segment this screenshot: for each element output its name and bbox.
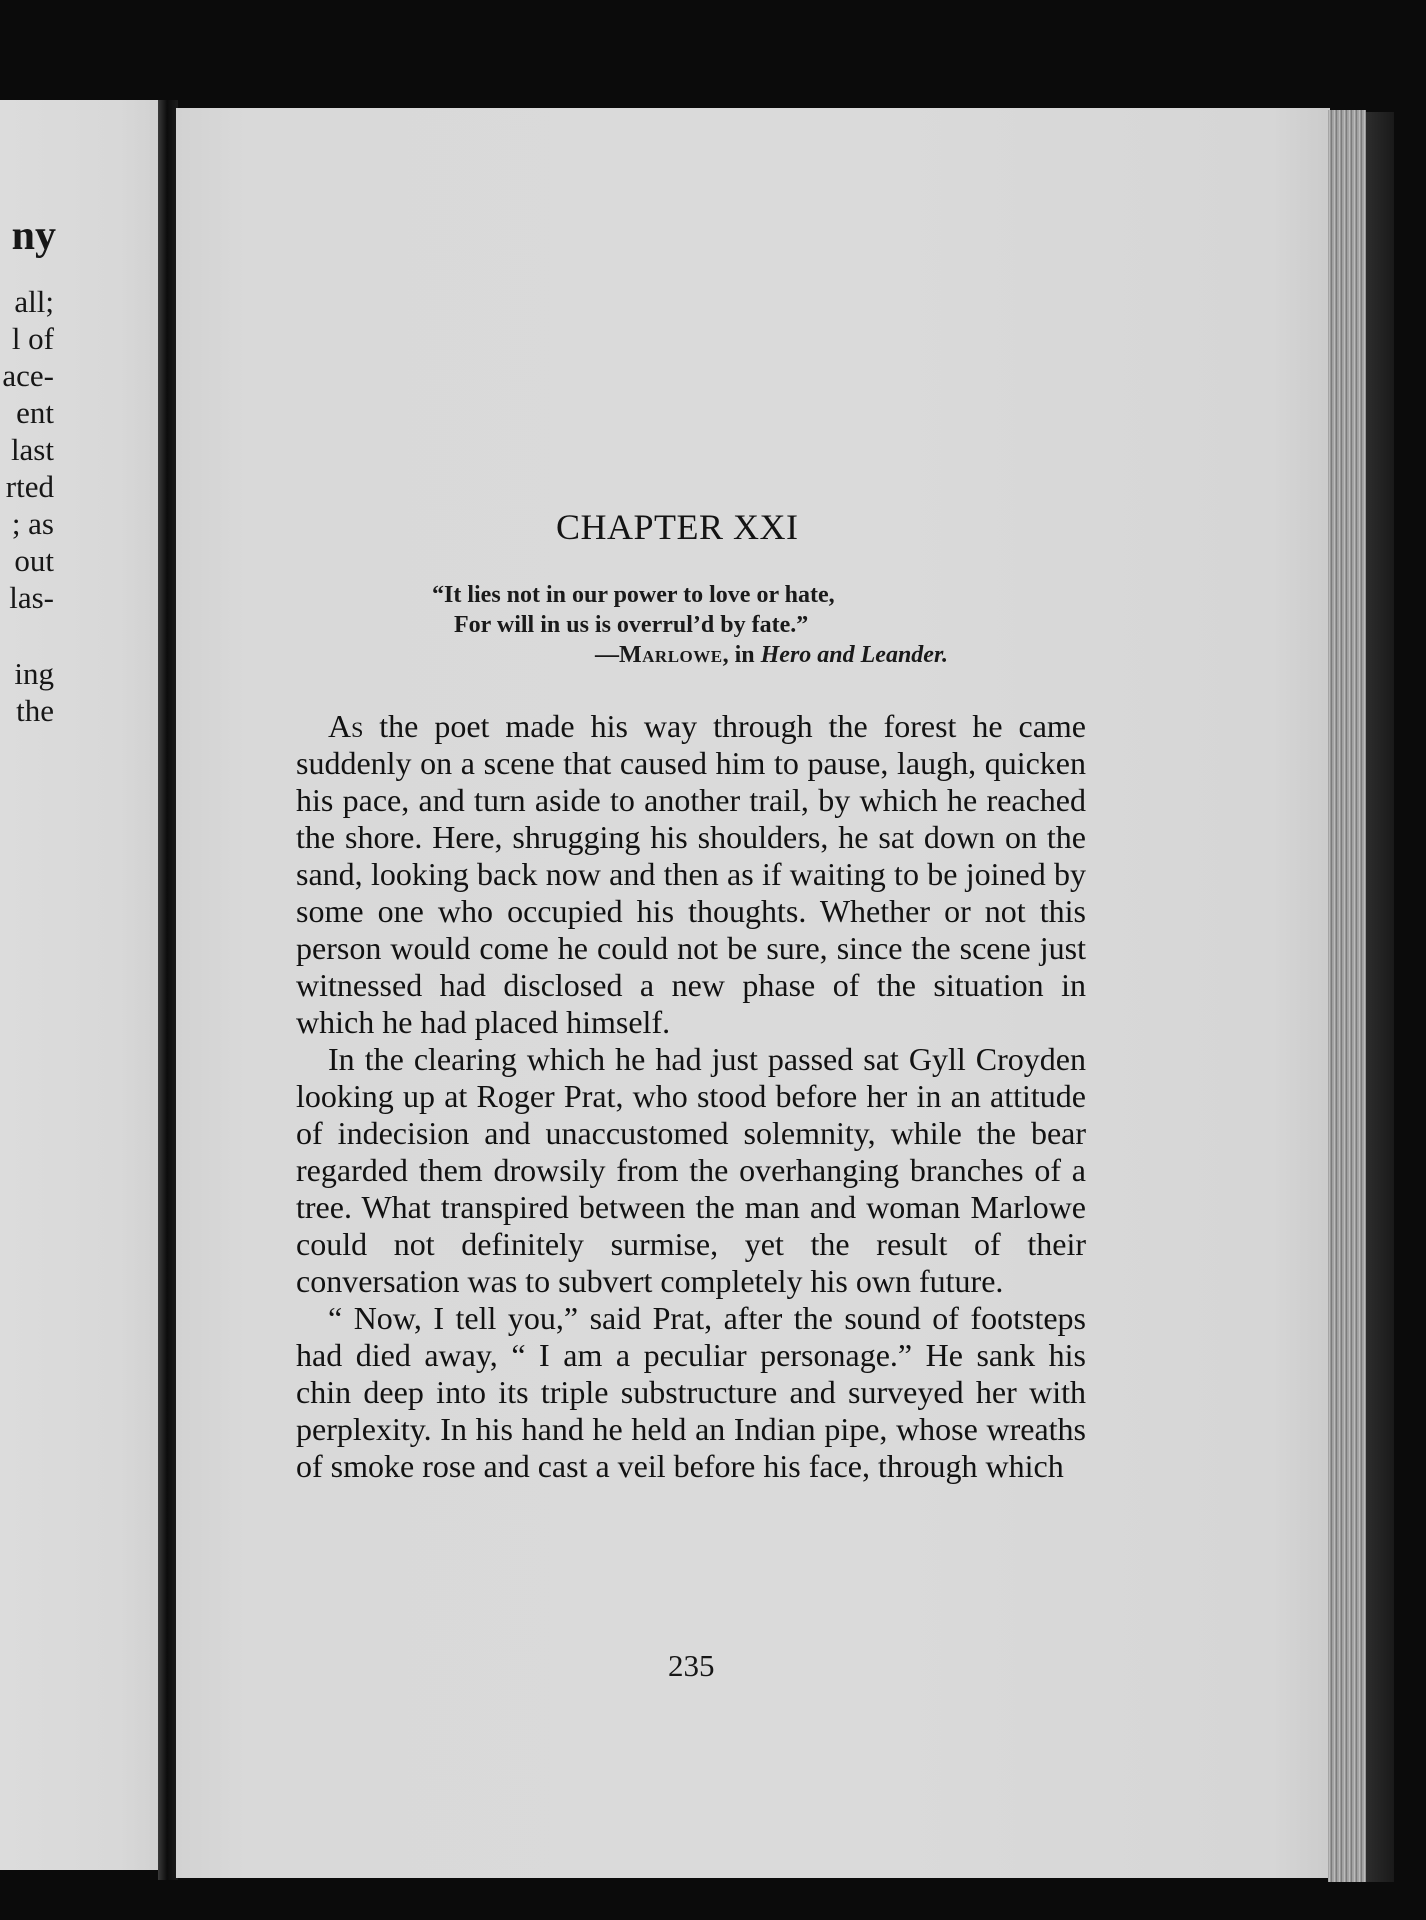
book-gutter [158, 100, 178, 1880]
paragraph [296, 1041, 1086, 1300]
epigraph-line: For will in us is overrul’d by fate.” [454, 612, 809, 638]
page-stack-edge [1328, 110, 1366, 1882]
attribution-author: Marlowe [619, 642, 723, 668]
previous-page-line: ace- [2, 358, 54, 393]
book-cover-edge [1366, 112, 1394, 1882]
epigraph-line: “It lies not in our power to love or hate, [432, 582, 835, 608]
previous-page-line: ing [14, 656, 54, 691]
previous-page [0, 100, 170, 1870]
epigraph-attribution [432, 640, 948, 670]
chapter-title: CHAPTER XXI [556, 507, 799, 547]
previous-page-line: last [10, 432, 54, 467]
paragraph-text: In the clearing which he had just passed sat Gyll Croyden looking up at Roger Prat, who stood before her in an attitude of indecision and unaccustomed solemnity, while the bear regarded them drowsily from the overhanging branches of a tree. What transpired between the man and woman Marlowe could not definitely surmise, yet the result of their conversation was to subvert completely his own future. [296, 1041, 1086, 1299]
paragraph [296, 1300, 1086, 1485]
opening-word: As [328, 708, 364, 744]
paragraph [296, 708, 1086, 1041]
previous-page-line: ; as [11, 506, 54, 541]
attribution-connector: , in [722, 642, 761, 668]
previous-page-line: out [14, 543, 54, 578]
chapter-body [296, 708, 1086, 1485]
previous-page-heading-fragment: ny [11, 213, 56, 259]
attribution-work: Hero and Leander. [760, 642, 948, 668]
previous-page-line: rted [5, 469, 54, 504]
previous-page-line: the [16, 693, 54, 728]
epigraph [432, 580, 948, 670]
previous-page-line: las- [9, 580, 54, 615]
previous-page-line: all; [14, 284, 54, 319]
previous-page-line: ent [16, 395, 54, 430]
attribution-dash: — [595, 642, 619, 668]
paragraph-text: the poet made his way through the forest he came suddenly on a scene that caused him to pause, laugh, quicken his pace, and turn aside to another trail, by which he reached the shore. Here, shrugging his shoulders, he sat down on the sand, looking back now and then as if waiting to be joined by some one who occupied his thoughts. Whether or not this person would come he could not be sure, since the scene just witnessed had disclosed a new phase of the situation in which he had placed himself. [296, 708, 1086, 1040]
paragraph-text: “ Now, I tell you,” said Prat, after the sound of footsteps had died away, “ I am a peculiar personage.” He sank his chin deep into its triple substructure and surveyed her with perplexity. In his hand he held an Indian pipe, whose wreaths of smoke rose and cast a veil before his face, through which [296, 1300, 1086, 1484]
page-number: 235 [668, 1648, 715, 1683]
previous-page-line: l of [11, 321, 54, 356]
